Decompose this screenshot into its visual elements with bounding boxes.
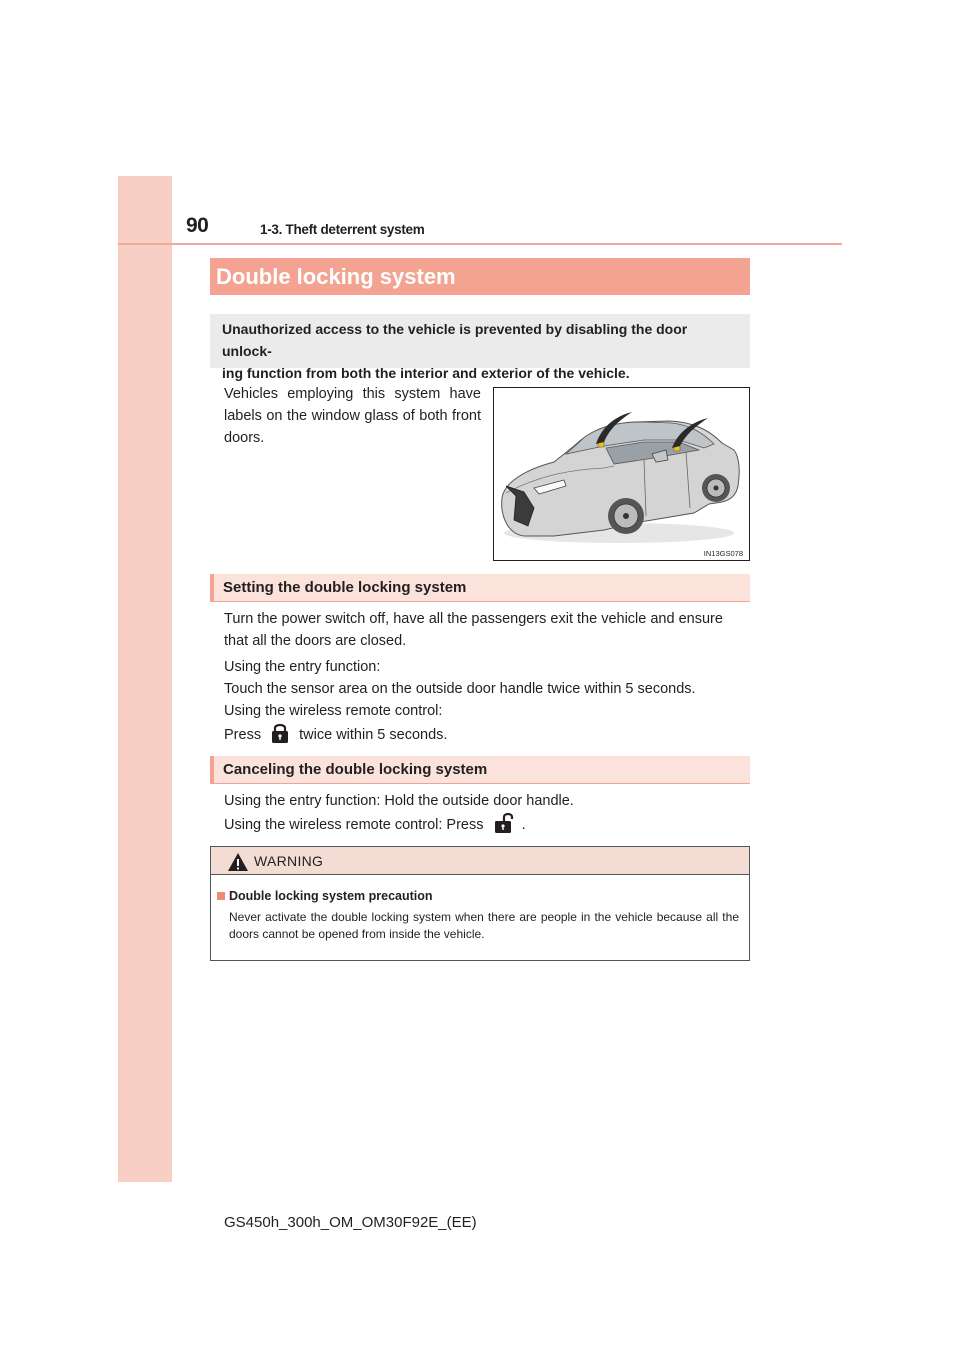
cancel-remote-prefix: Using the wireless remote control: Press (224, 817, 484, 833)
bullet-square-icon (217, 892, 225, 900)
page-number: 90 (186, 214, 209, 237)
setting-steps (224, 656, 750, 746)
warning-text: Never activate the double locking system when there are people in the vehicle because all the doors cannot be opened from inside the vehicle. (229, 910, 739, 941)
cancel-remote-suffix: . (521, 817, 526, 833)
subhead-setting: Setting the double locking system (210, 574, 750, 602)
car-drawing (494, 388, 749, 560)
warning-box (210, 846, 750, 961)
remote-control-label: Using the wireless remote control: (224, 703, 443, 719)
footer-model-code: GS450h_300h_OM_OM30F92E_(EE) (224, 1214, 477, 1231)
lock-open-icon (488, 812, 518, 834)
cancel-entry-text: Using the entry function: Hold the outside door handle. (224, 793, 574, 809)
entry-function-label: Using the entry function: (224, 659, 381, 675)
warning-title-text: Double locking system precaution (229, 889, 433, 903)
lock-closed-icon (265, 722, 295, 744)
side-tab-bar (118, 176, 172, 1182)
warning-title (217, 889, 433, 903)
press-prefix: Press (224, 727, 262, 743)
entry-function-text: Touch the sensor area on the outside door handle twice within 5 seconds. (224, 681, 696, 697)
running-header: 1-3. Theft deterrent system (260, 222, 425, 237)
label-description: Vehicles employing this system have labels on the window glass of both front doors. (224, 386, 481, 446)
header-rule (118, 243, 842, 245)
figure-id: IN13GS078 (703, 549, 743, 558)
press-suffix: twice within 5 seconds. (299, 727, 448, 743)
subhead-canceling: Canceling the double locking system (210, 756, 750, 784)
section-title: Double locking system (210, 258, 750, 295)
press-instruction (224, 722, 750, 746)
cancel-remote-instruction (224, 812, 750, 836)
setting-paragraph: Turn the power switch off, have all the passengers exit the vehicle and ensure that all the doors are closed. (224, 611, 723, 649)
warning-triangle-icon (227, 852, 249, 872)
canceling-steps (224, 790, 750, 836)
warning-label: WARNING (254, 853, 324, 869)
intro-line-1: Unauthorized access to the vehicle is prevented by disabling the door unlock- (222, 321, 688, 359)
intro-line-2: ing function from both the interior and exterior of the vehicle. (222, 365, 630, 381)
car-illustration (493, 387, 750, 561)
warning-header (211, 847, 749, 875)
intro-box (210, 314, 750, 381)
